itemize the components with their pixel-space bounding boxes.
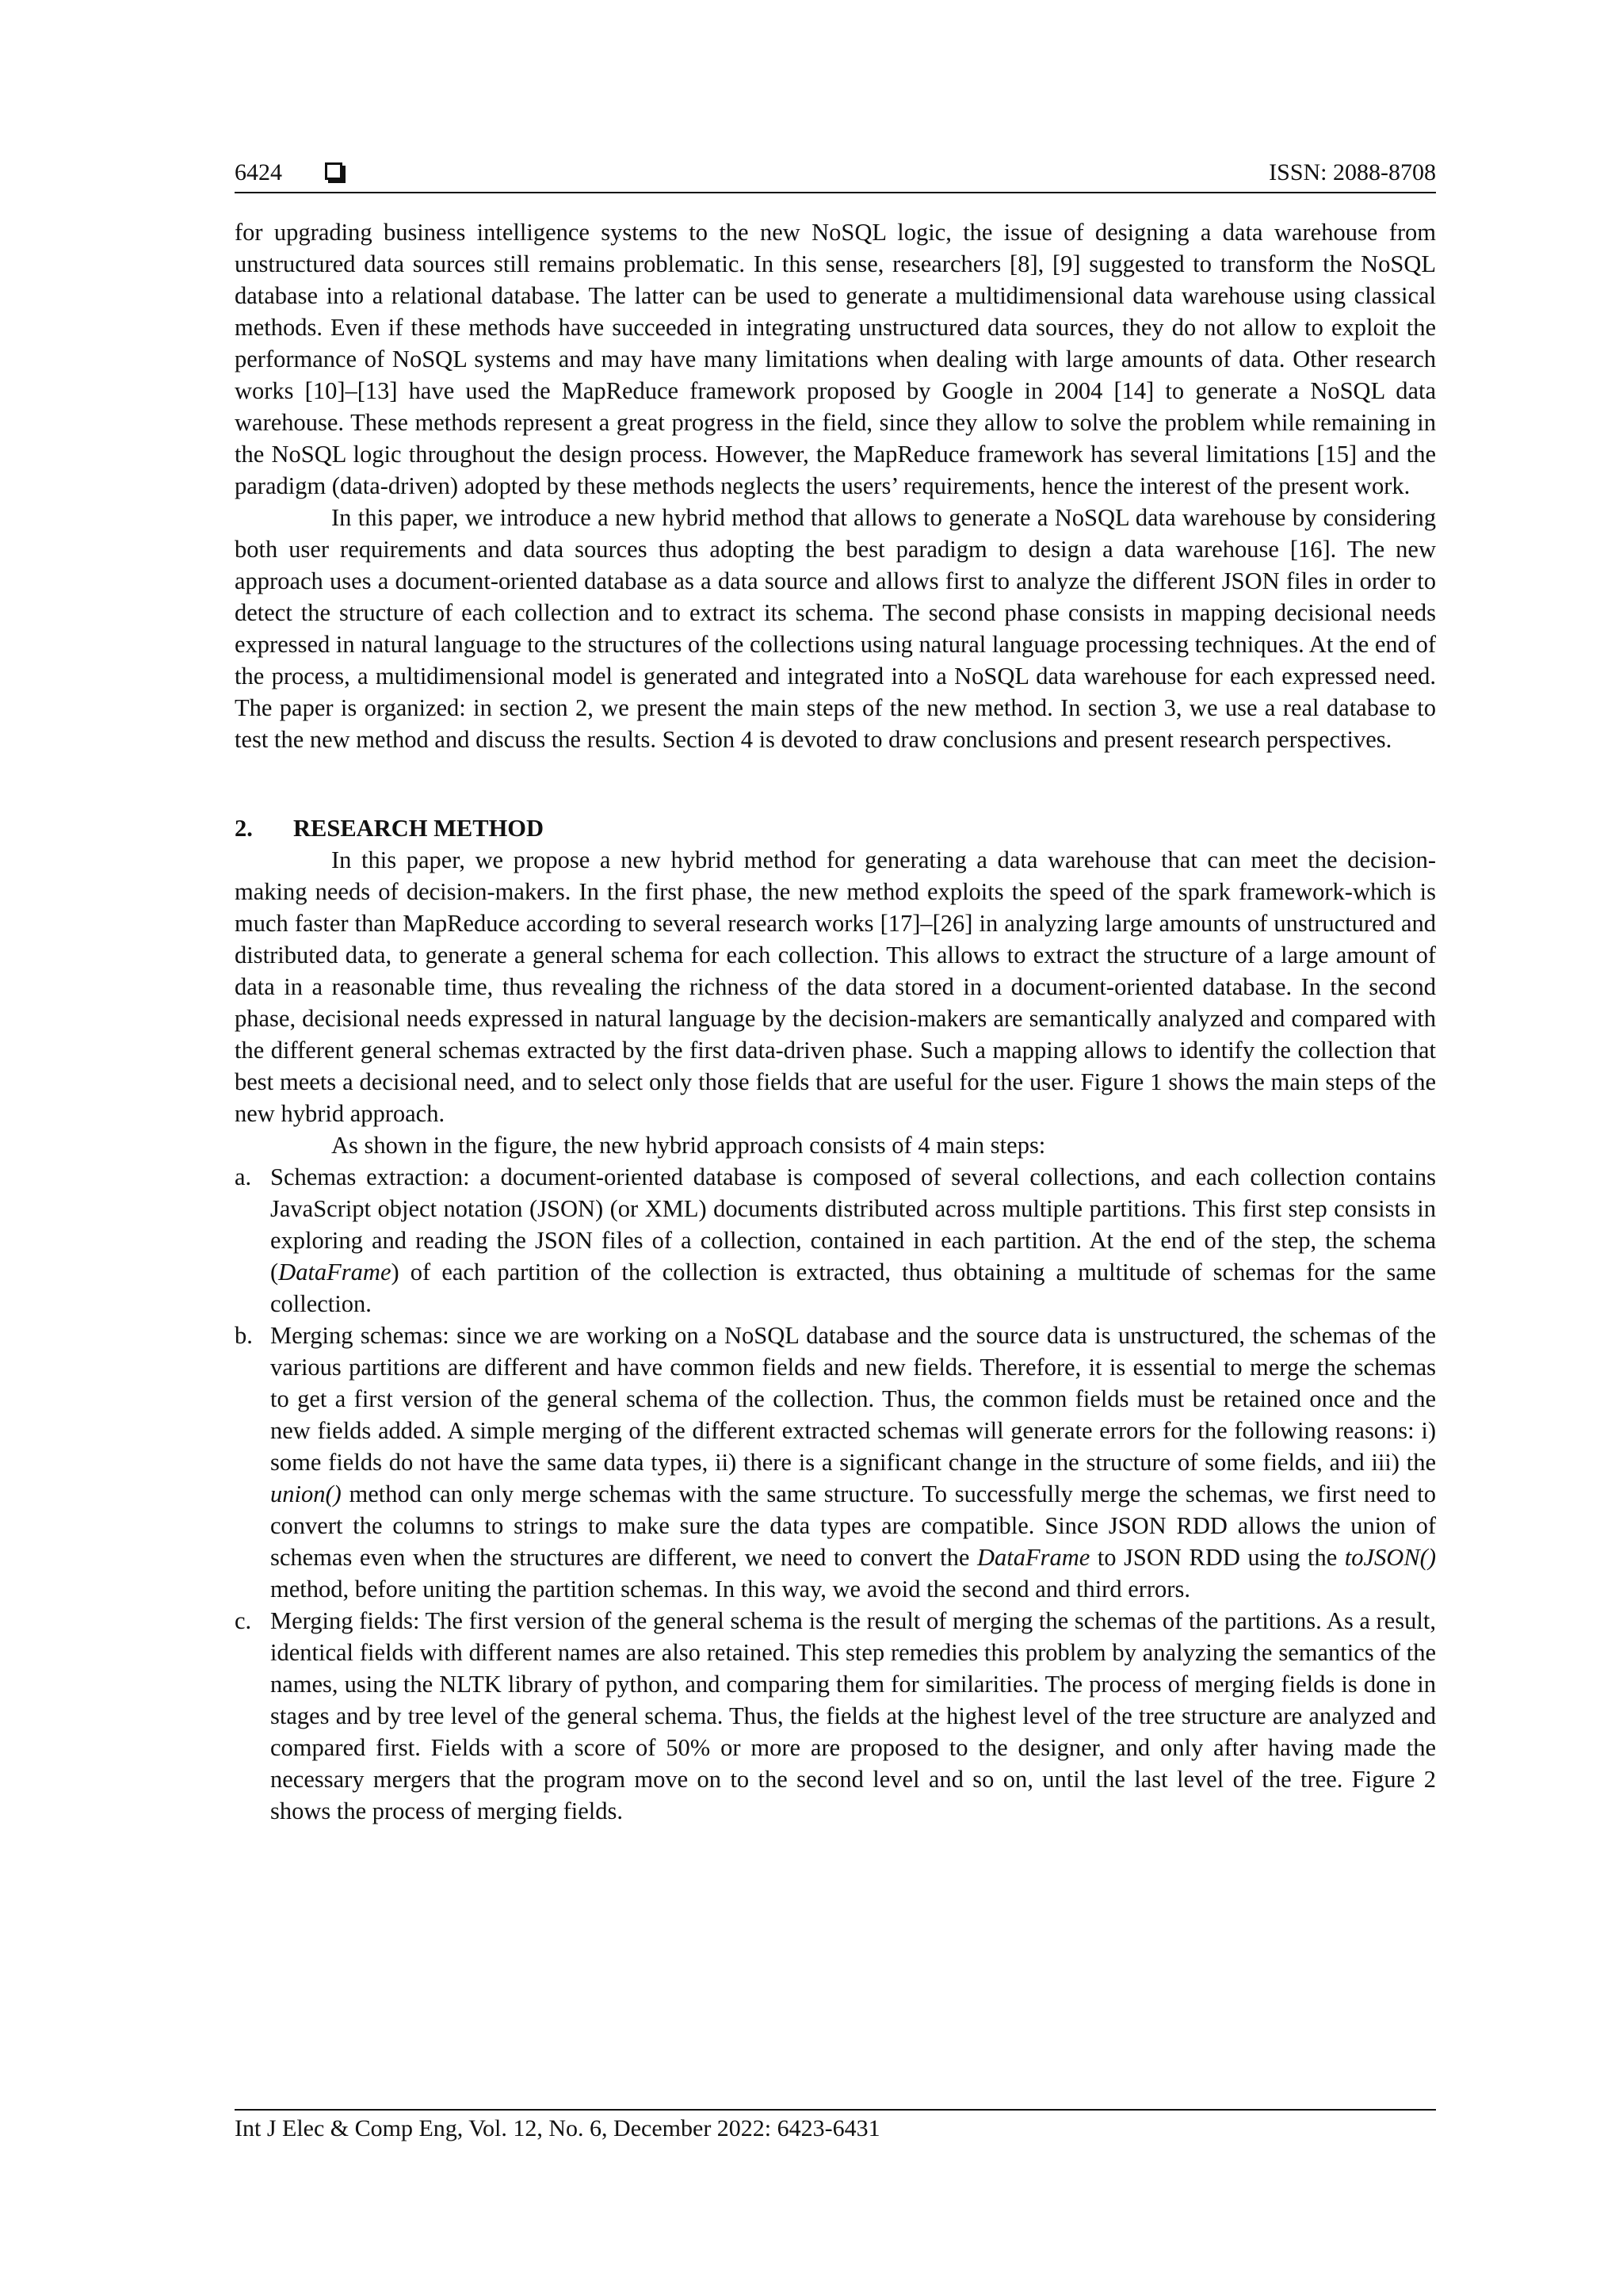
list-item (235, 1161, 1436, 1320)
article-body (235, 216, 1436, 1827)
list-marker: b. (235, 1322, 253, 1349)
code-term: DataFrame (976, 1544, 1090, 1571)
section-heading (235, 812, 1436, 844)
step-text: Schemas extraction: a document-oriented database is composed of several collections, and each collection contains JavaScript object notation (JSON) (or XML) documents distributed across multiple partitions. This first step consists in exploring and reading the JSON files of a collection, contained in each partition. At the end of the step, the schema ( (270, 1163, 1436, 1286)
paragraph-intro-continued: for upgrading business intelligence systems to the new NoSQL logic, the issue of designing a data warehouse from unstructured data sources still remains problematic. In this sense, researchers [8], [9] suggested to transform the NoSQL database into a relational database. The latter can be used to generate a multidimensional data warehouse using classical methods. Even if these methods have succeeded in integrating unstructured data sources, they do not allow to exploit the performance of NoSQL systems and may have many limitations when dealing with large amounts of data. Other research works [10]–[13] have used the MapReduce framework proposed by Google in 2004 [14] to generate a NoSQL data warehouse. These methods represent a great progress in the field, since they allow to solve the problem while remaining in the NoSQL logic throughout the design process. However, the MapReduce framework has several limitations [15] and the paradigm (data-driven) adopted by these methods neglects the users’ requirements, hence the interest of the present work. (235, 219, 1436, 499)
step-text: Merging schemas: since we are working on a NoSQL database and the source data is unstructured, the schemas of the various partitions are different and have common fields and new fields. Therefore, it is essential to merge the schemas to get a first version of the general schema of the collection. Thus, the common fields must be retained once and the new fields added. A simple merging of the different extracted schemas will generate errors for the following reasons: i) some fields do not have the same data types, ii) there is a significant change in the structure of some fields, and iii) the (270, 1322, 1436, 1476)
code-term: toJSON() (1344, 1544, 1436, 1571)
page-header (235, 155, 1436, 190)
paragraph-this-paper: In this paper, we introduce a new hybrid method that allows to generate a NoSQL data warehouse by considering both user requirements and data sources thus adopting the best paradigm to design a data warehouse [16]. The new approach uses a document-oriented database as a data source and allows first to analyze the different JSON files in order to detect the structure of each collection and to extract its schema. The second phase consists in mapping decisional needs expressed in natural language to the structures of the collections using natural language processing techniques. At the end of the process, a multidimensional model is generated and integrated into a NoSQL data warehouse for each expressed need. The paper is organized: in section 2, we present the main steps of the new method. In section 3, we use a real database to test the new method and discuss the results. Section 4 is devoted to draw conclusions and present research perspectives. (235, 504, 1436, 753)
step-text: method can only merge schemas with the same structure. To successfully merge the schemas, we first need to convert the columns to strings to make sure the data types are compatible. Since JSON RDD allows the union of schemas even when the structures are different, we need to convert the (270, 1480, 1436, 1571)
checkbox-square-icon (325, 162, 342, 180)
footer-rule (235, 2109, 1436, 2111)
code-term: union() (270, 1480, 342, 1507)
page-number: 6424 (235, 159, 282, 185)
page-footer (235, 2111, 1436, 2146)
header-rule (235, 192, 1436, 193)
list-marker: a. (235, 1163, 252, 1190)
journal-citation: Int J Elec & Comp Eng, Vol. 12, No. 6, December 2022: 6423-6431 (235, 2115, 880, 2141)
paragraph-steps-intro: As shown in the figure, the new hybrid approach consists of 4 main steps: (331, 1132, 1046, 1159)
paragraph-method-overview: In this paper, we propose a new hybrid method for generating a data warehouse that can meet the decision-making needs of decision-makers. In the first phase, the new method exploits the speed of the spark framework-which is much faster than MapReduce according to several research works [17]–[26] in analyzing large amounts of unstructured and distributed data, to generate a general schema for each collection. This allows to extract the structure of a large amount of data in a reasonable time, thus revealing the richness of the data stored in a document-oriented database. In the second phase, decisional needs expressed in natural language by the decision-makers are semantically analyzed and compared with the different general schemas extracted by the first data-driven phase. Such a mapping allows to identify the collection that best meets a decisional need, and to select only those fields that are useful for the user. Figure 1 shows the main steps of the new hybrid approach. (235, 846, 1436, 1127)
section-number: 2. (235, 815, 253, 842)
code-term: DataFrame (278, 1259, 391, 1286)
step-text: method, before uniting the partition schemas. In this way, we avoid the second and third errors. (270, 1576, 1190, 1603)
list-marker: c. (235, 1607, 252, 1634)
section-title: RESEARCH METHOD (293, 815, 544, 842)
list-item (235, 1605, 1436, 1827)
step-text: Merging fields: The first version of the general schema is the result of merging the schemas of the partitions. As a result, identical fields with different names are also retained. This step remedies this problem by analyzing the semantics of the names, using the NLTK library of python, and comparing them for similarities. The process of merging fields is done in stages and by tree level of the general schema. Thus, the fields at the highest level of the tree structure are analyzed and compared first. Fields with a score of 50% or more are proposed to the designer, and only after having made the necessary mergers that the program move on to the second level and so on, until the last level of the tree. Figure 2 shows the process of merging fields. (270, 1607, 1436, 1824)
issn-label: ISSN: 2088-8708 (1269, 159, 1436, 185)
step-text: ) of each partition of the collection is extracted, thus obtaining a multitude of schemas for the same collection. (270, 1259, 1436, 1317)
steps-list (235, 1161, 1436, 1827)
list-item (235, 1320, 1436, 1605)
step-text: to JSON RDD using the (1090, 1544, 1345, 1571)
